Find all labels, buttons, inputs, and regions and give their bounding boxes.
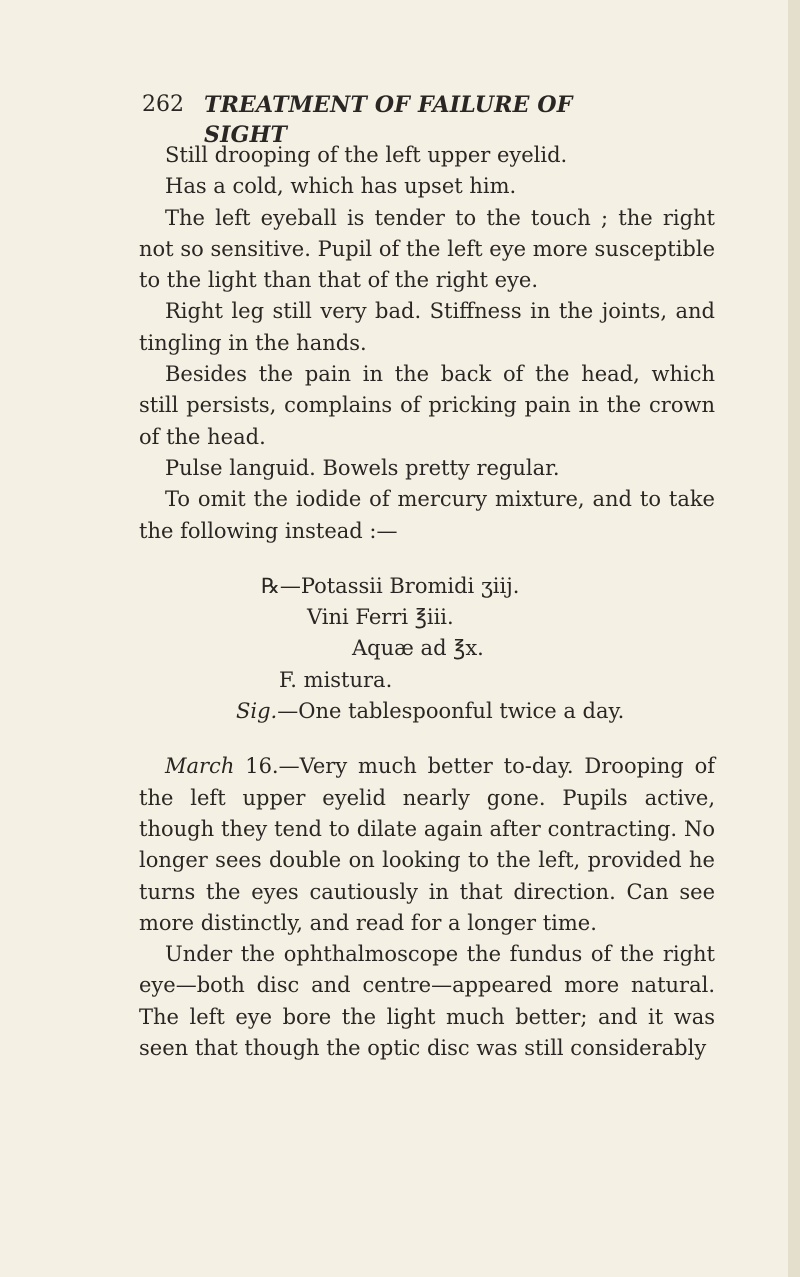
running-head: TREATMENT OF FAILURE OF SIGHT <box>204 92 573 148</box>
signa-line <box>139 696 715 727</box>
prescription-line: Aquæ ad ℥x. <box>352 636 484 661</box>
entry-text: 16.—Very much better to-day. Drooping of the left upper eyelid nearly gone. Pupils active, though they tend to dilate again after contracting. No longer sees double on looking to the left, provided he turns the eyes cautiously in that direction. Can see more distinctly, and read for a longer time. <box>139 754 715 935</box>
paragraph: The left eyeball is tender to the touch ; the right not so sensitive. Pupil of the left eye more susceptible to the light than that of the right eye. <box>139 205 715 293</box>
paragraph: Pulse languid. Bowels pretty regular. <box>165 455 560 480</box>
entry-date-label: March <box>165 754 235 779</box>
page-number: 262 <box>142 92 184 117</box>
prescription-line: F. mistura. <box>279 667 393 692</box>
page-edge <box>788 0 800 1277</box>
prescription-line: Vini Ferri ℥iii. <box>307 605 454 630</box>
signa-text: —One tablespoonful twice a day. <box>277 699 625 724</box>
body-text <box>139 140 715 1064</box>
paragraph: Right leg still very bad. Stiffness in the joints, and tingling in the hands. <box>139 299 715 355</box>
prescription-line: ℞—Potassii Bromidi ʒiij. <box>261 573 520 598</box>
dated-entry <box>139 751 715 939</box>
paragraph: Has a cold, which has upset him. <box>165 174 517 199</box>
prescription <box>139 571 715 727</box>
signa-label: Sig. <box>236 699 278 724</box>
paragraph: To omit the iodide of mercury mixture, and to take the following instead :— <box>139 487 715 543</box>
paragraph: Still drooping of the left upper eyelid. <box>165 143 568 167</box>
page-header <box>142 90 654 148</box>
paragraph: Under the ophthalmoscope the fundus of the right eye—both disc and centre—appeared more natural. The left eye bore the light much better; and it was seen that though the optic disc was still considerably <box>139 942 715 1061</box>
paragraph: Besides the pain in the back of the head, which still persists, complains of pricking pain in the crown of the head. <box>139 362 715 449</box>
